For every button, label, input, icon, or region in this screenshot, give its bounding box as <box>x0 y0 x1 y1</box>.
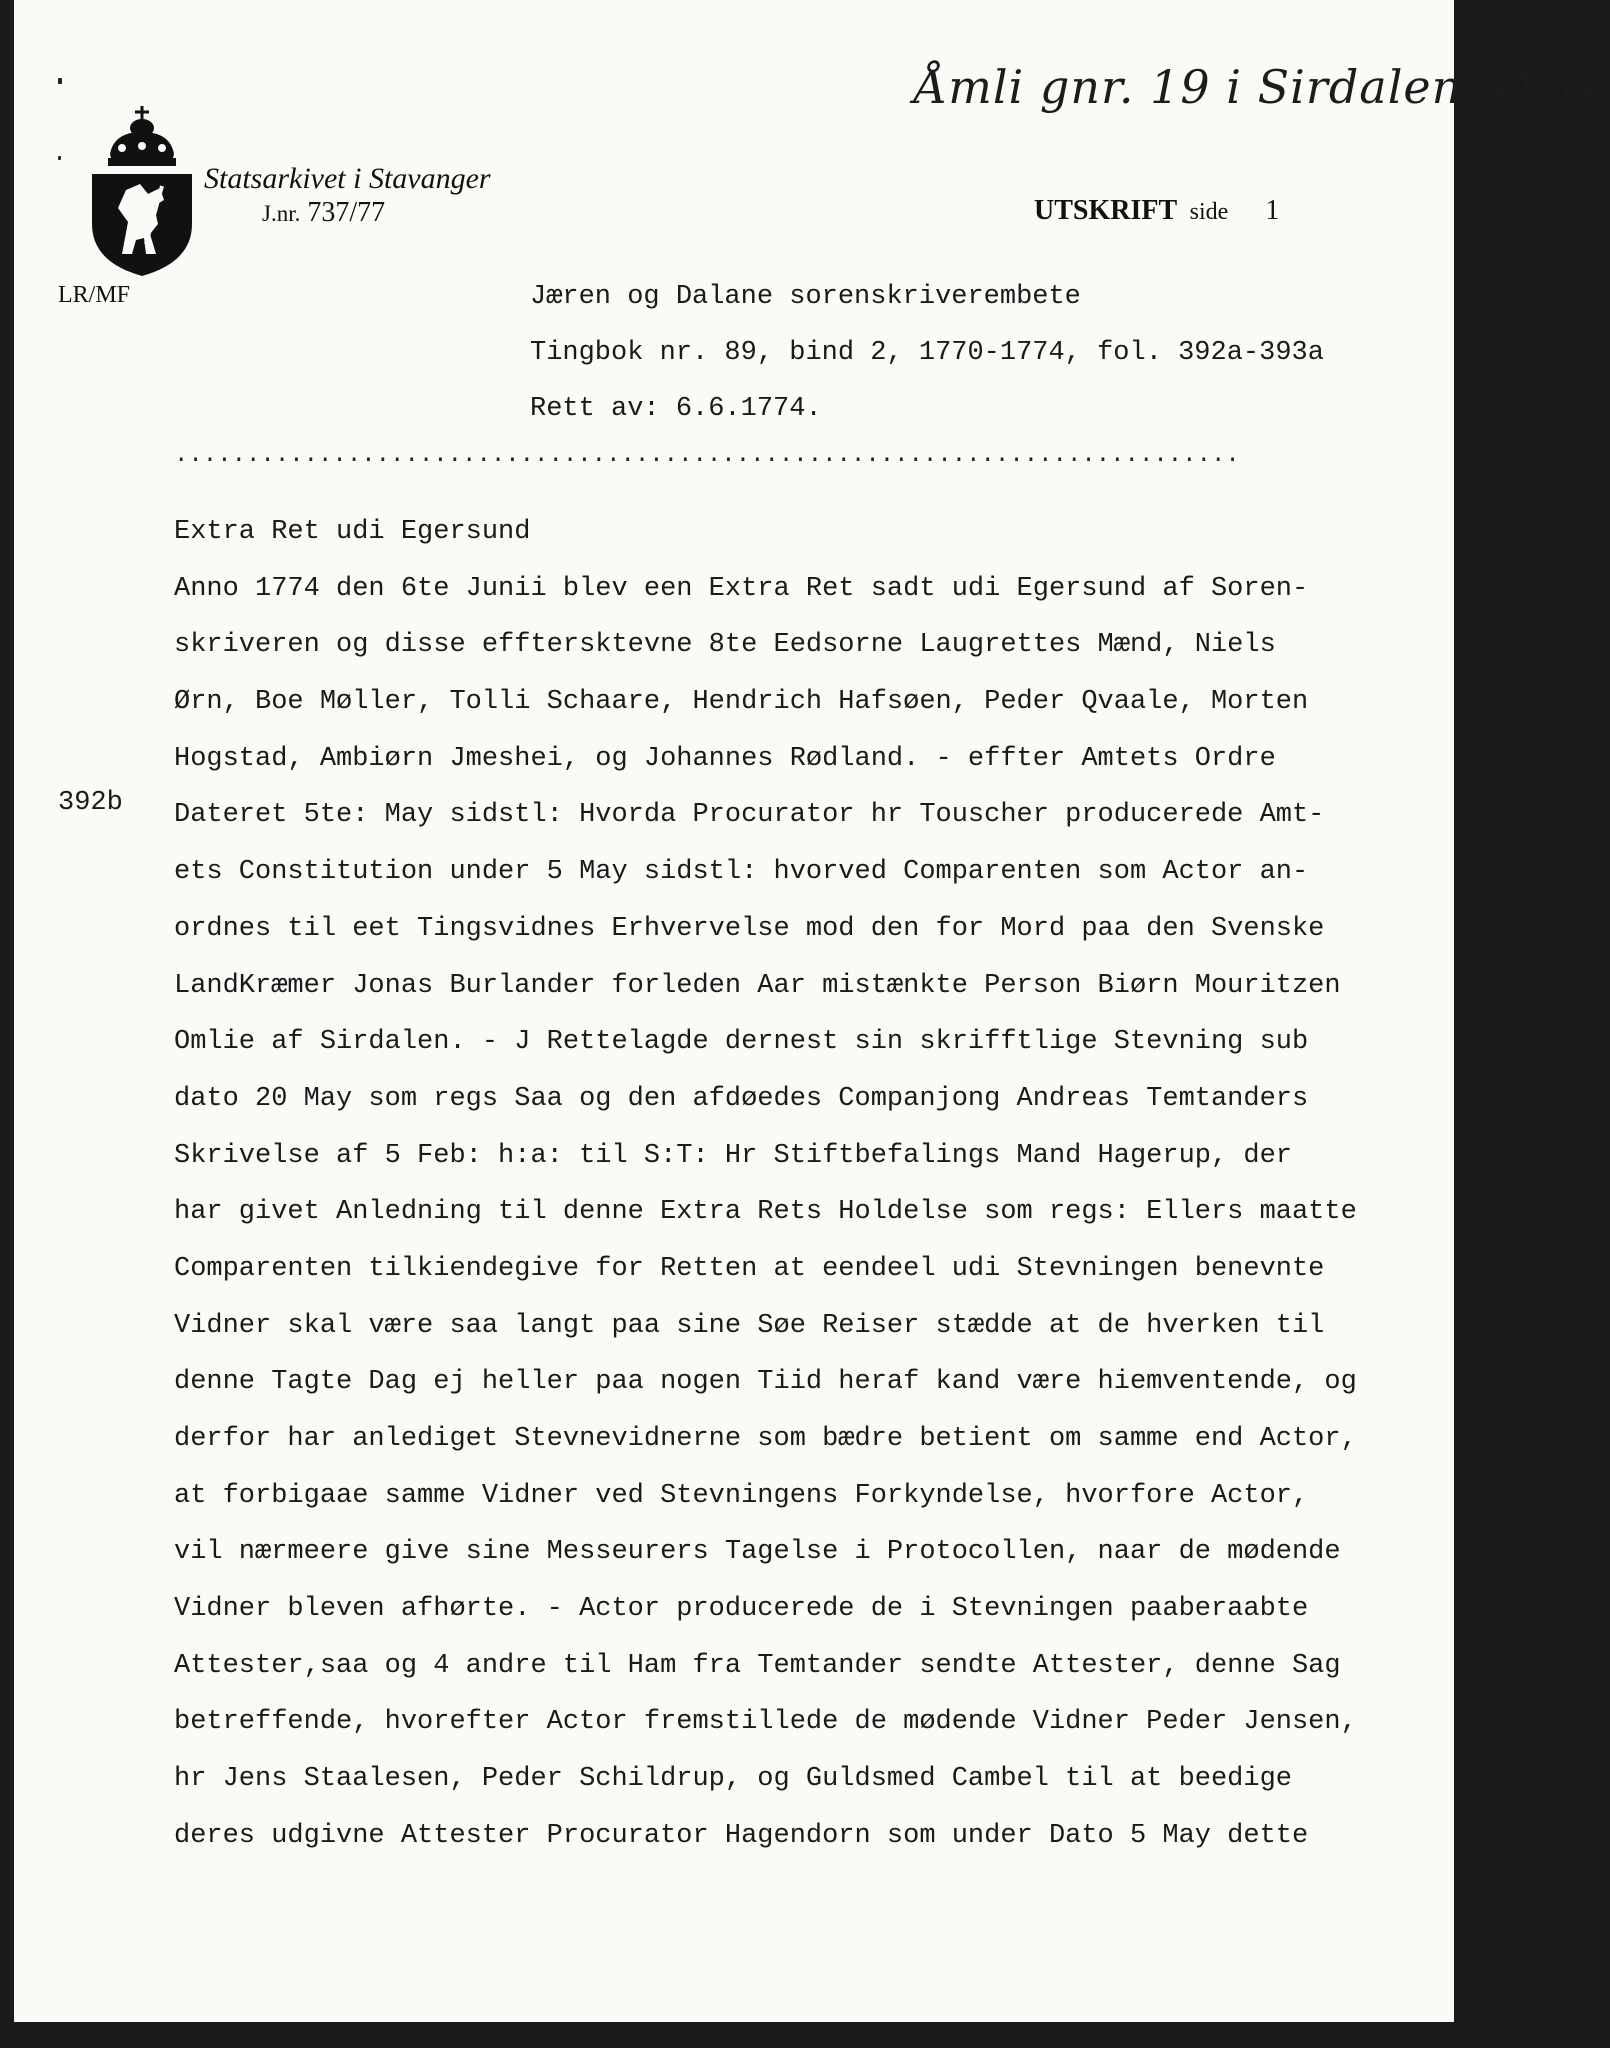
utskrift-label: UTSKRIFT <box>1034 195 1177 226</box>
body-line: Skrivelse af 5 Feb: h:a: til S:T: Hr Stiftbefalings Mand Hagerup, der <box>174 1140 1292 1171</box>
body-line: Attester,saa og 4 andre til Ham fra Temtander sendte Attester, denne Sag <box>174 1650 1341 1681</box>
page-number: 1 <box>1265 195 1280 226</box>
body-line: denne Tagte Dag ej heller paa nogen Tiid heraf kand være hiemventende, og <box>174 1367 1357 1398</box>
handwritten-note: Åmli gnr. 19 i Sirdalen. Øvre <box>914 60 1610 114</box>
norwegian-coat-of-arms-icon <box>88 104 196 278</box>
header-line-office: Jæren og Dalane sorenskriverembete <box>530 282 1081 312</box>
body-line: har givet Anledning til denne Extra Rets Holdelse som regs: Ellers maatte <box>174 1197 1357 1228</box>
body-line: Extra Ret udi Egersund <box>174 517 531 547</box>
body-line: Ørn, Boe Møller, Tolli Schaare, Hendrich Hafsøen, Peder Qvaale, Morten <box>174 687 1309 718</box>
archive-name: Statsarkivet i Stavanger <box>204 162 491 195</box>
side-label: side <box>1189 199 1229 225</box>
utskrift-header <box>1034 195 1279 227</box>
document-page <box>14 0 1610 2022</box>
body-line: Dateret 5te: May sidstl: Hvorda Procurator hr Touscher producerede Amt- <box>174 800 1325 831</box>
body-line: LandKræmer Jonas Burlander forleden Aar mistænkte Person Biørn Mouritzen <box>174 970 1341 1001</box>
body-line: ets Constitution under 5 May sidstl: hvorved Comparenten som Actor an- <box>174 857 1309 888</box>
body-line: ordnes til eet Tingsvidnes Erhvervelse mod den for Mord paa den Svenske <box>174 913 1325 944</box>
journal-label: J.nr. <box>262 201 301 226</box>
journal-number <box>262 197 385 229</box>
body-line: deres udgivne Attester Procurator Hagendorn som under Dato 5 May dette <box>174 1820 1309 1851</box>
transcription-body <box>174 504 1454 1865</box>
journal-value: 737/77 <box>307 197 386 228</box>
body-line: Comparenten tilkiendegive for Retten at eendeel udi Stevningen benevnte <box>174 1253 1325 1284</box>
dotted-separator: .......................................................................... <box>174 442 1240 469</box>
body-line: skriveren og disse efftersktevne 8te Eedsorne Laugrettes Mænd, Niels <box>174 630 1276 661</box>
body-line: Omlie af Sirdalen. - J Rettelagde dernest sin skrifftlige Stevning sub <box>174 1027 1309 1058</box>
body-line: derfor har anlediget Stevnevidnerne som bædre betient om samme end Actor, <box>174 1424 1357 1454</box>
body-line: dato 20 May som regs Saa og den afdøedes Companjong Andreas Temtanders <box>174 1083 1309 1114</box>
body-line: hr Jens Staalesen, Peder Schildrup, og Guldsmed Cambel til at beedige <box>174 1764 1292 1795</box>
ink-speck <box>58 156 61 160</box>
body-line: Vidner bleven afhørte. - Actor producerede de i Stevningen paaberaabte <box>174 1594 1309 1625</box>
body-line: vil nærmeere give sine Messeurers Tagelse i Protocollen, naar de mødende <box>174 1537 1341 1568</box>
body-line: Hogstad, Ambiørn Jmeshei, og Johannes Rødland. - effter Amtets Ordre <box>174 743 1276 774</box>
folio-margin-note: 392b <box>58 788 123 818</box>
body-line: at forbigaae samme Vidner ved Stevningens Forkyndelse, hvorfore Actor, <box>174 1480 1309 1511</box>
header-line-tingbok: Tingbok nr. 89, bind 2, 1770-1774, fol. 392a-393a <box>530 338 1324 368</box>
body-line: Anno 1774 den 6te Junii blev een Extra Ret sadt udi Egersund af Soren- <box>174 573 1309 604</box>
initials: LR/MF <box>58 282 131 308</box>
header-line-date: Rett av: 6.6.1774. <box>530 394 822 424</box>
body-line: betreffende, hvorefter Actor fremstillede de mødende Vidner Peder Jensen, <box>174 1707 1357 1738</box>
body-line: Vidner skal være saa langt paa sine Søe Reiser stædde at de hverken til <box>174 1310 1325 1341</box>
ink-speck <box>58 78 62 84</box>
